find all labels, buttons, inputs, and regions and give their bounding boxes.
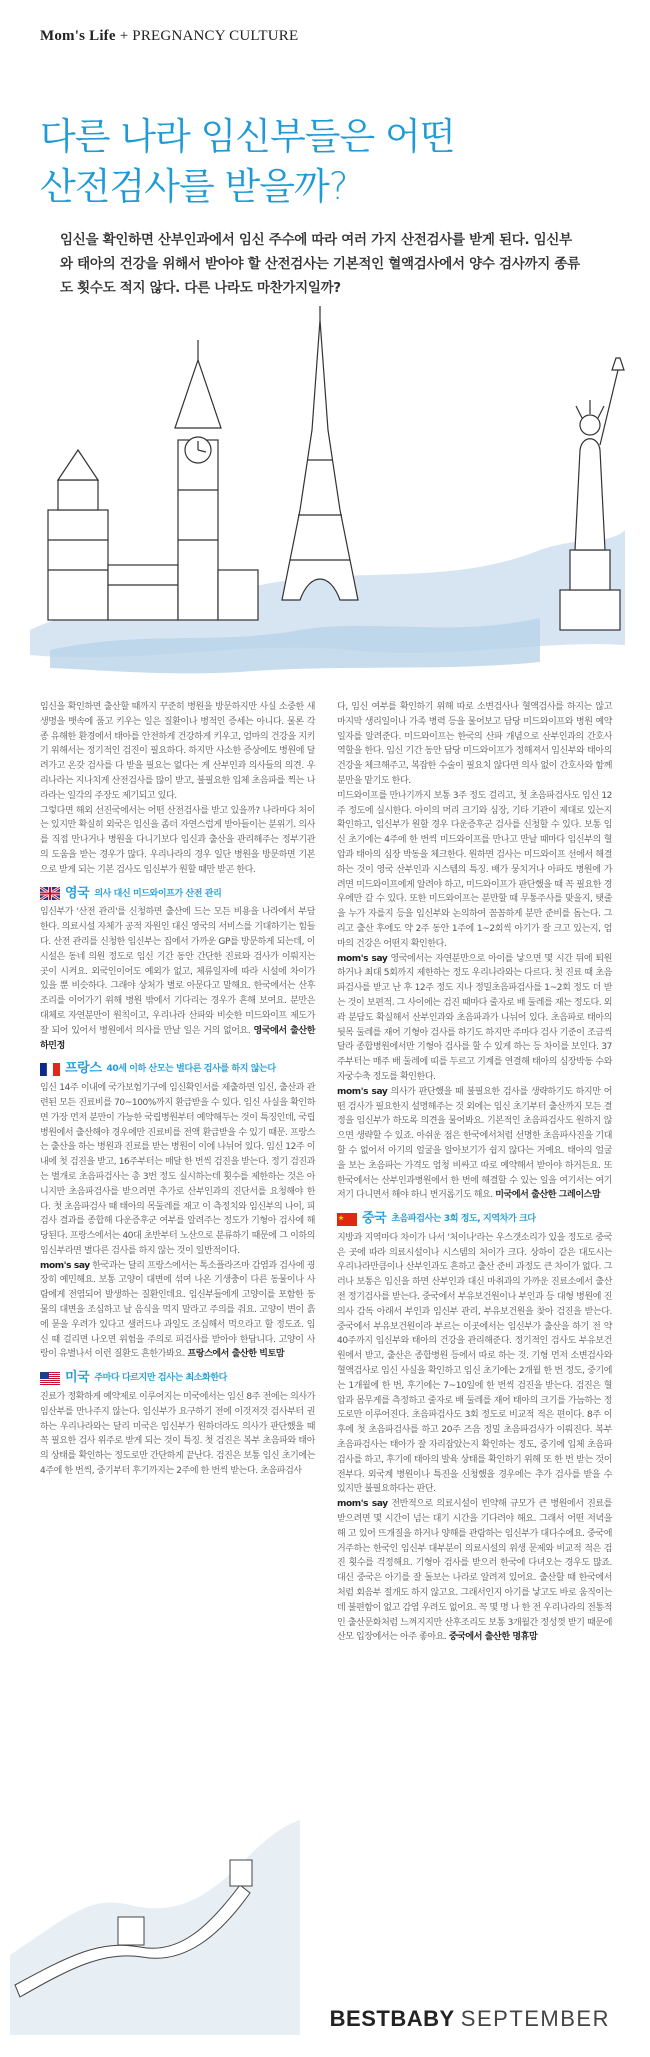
section-name: + PREGNANCY CULTURE — [119, 28, 299, 44]
footer — [330, 2006, 610, 2032]
usa-body: 진료가 정확하게 예약제로 이루어지는 미국에서는 임신 8주 전에는 의사가 임산부를 만나주지 않는다. 임신부가 요구하기 전에 이것저것 검사부터 권하는 우리나라와는 달리 미국은 임신부가 원하더라도 의사가 판단했을 때 꼭 필요한 검사 위주로 받게 되는 것이 특징. 첫 검진은 복부 초음파와 태아의 상태를 확인하는 정도로만 간단하게 끝난다. 검진은 보통 임신 초기에는 4주에 한 번씩, 중기부터 후기까지는 2주에 한 번씩 받는다. 초음파검사 — [40, 1392, 315, 1477]
magazine-header — [40, 28, 298, 45]
usa-flag-icon — [40, 1372, 60, 1385]
uk-source: 영국에서 출산한 하민정 — [40, 1025, 315, 1051]
magazine-name: Mom's Life — [40, 28, 116, 44]
footer-month: SEPTEMBER — [460, 2006, 610, 2031]
france-flag-icon — [40, 1063, 60, 1076]
great-wall-illustration — [10, 1655, 300, 2035]
section-subtitle: 의사 대신 미드와이프가 산전 관리 — [94, 888, 222, 899]
title-line-2: 산전검사를 받을까? — [40, 165, 348, 208]
france-body: 임신 14주 이내에 국가보험기구에 임신확인서를 제출하면 임신, 출산과 관련된 모든 진료비를 70~100%까지 환급받을 수 있다. 임신 사실을 확인하면 가장 먼저 분만이 가능한 국립병원부터 예약해두는 것이 특징인데, 국립병원에서 출산해야 경우에만 진료비를 전액 환급받을 수 있기 때문. 프랑스는 출산을 하는 병원과 진료를 받는 병원이 이에 나뉘어 있다. 임신 12주 이내에 첫 검진을 받고, 16주부터는 매달 한 번씩 검진을 받는다. 정기 검진과는 별개로 초음파검사는 총 3번 정도 실시하는데 횟수를 제한하는 것은 아니지만 초음파검사를 받으려면 추가로 산부인과의 진단서를 요청해야 한다. 첫 초음파검사 때 태아의 목둘레를 재고 이 측정치와 임신부의 나이, 피검사 결과를 종합해 다운증후군 여부를 알려주는 정도가 기형아 검사에 해당된다. 프랑스에서는 40대 초반부터 노산으로 분류하기 때문에 그 이하의 임신부라면 별다른 검사를 하지 않는 것이 일반적이다. — [40, 1083, 315, 1256]
section-subtitle: 초음파검사는 3회 정도, 지역차가 크다 — [391, 1214, 536, 1225]
intro-paragraph-1: 임신을 확인하면 출산할 때까지 꾸준히 병원을 방문하지만 사실 소중한 새 생명을 뱃속에 품고 키우는 일은 질환이나 병적인 증세는 아니다. 물론 각종 유해한 환경에서 태아를 안전하게 건강하게 키우고, 엄마의 건강을 지키기 위해서는 정기적인 검진이 필요하다. 하지만 사소한 증상에도 병원에 달려가고 온갖 검사를 다 받을 필요는 없다는 게 산부인과 의사들의 의견. 우리나라는 지나치게 산전검사를 많이 받고, 불필요한 입체 초음파를 찍는 나라라는 일각의 주장도 제기되고 있다. — [40, 702, 315, 801]
usa-moms-say — [337, 1085, 612, 1203]
china-body: 지방과 지역마다 차이가 나서 '처이나'라는 우스갯소리가 있을 정도로 중국은 곳에 따라 의료시설이나 시스템의 처이가 크다. 상하이 같은 대도시는 우리나라만큼이나 산부인과도 흔하고 출산 준비 과정도 큰 차이가 없다. 그러나 보통은 임신을 하면 산부인과 대신 마취과의 가까운 진료소에서 출산 전 정기검사를 받는다. 중국에서 부유보건원이나 부인과 등 대형 병원에 진 의사 감독 아래서 부인과 임신부 관리, 부유보건원을 찾아 검진을 받는다. 중국에서 부유보건원이라 부르는 이곳에서는 임신부가 출산을 하기 전 약 40주까지 임신부와 태아의 건강을 관리해준다. 정기적인 검사도 부유보건원에서 받고, 출산은 종합병원 등에서 따로 하는 것. 기형 먼저 소변검사와 혈액검사로 임신 사실을 확인하고 임신 초기에는 2개월 한 번 정도, 중기에는 1개월에 한 번, 후기에는 7~10일에 한 번씩 검진을 받는다. 검진은 혈압과 몸무게를 측정하고 줄자로 배 둘레를 재어 태아의 크기를 가늠하는 정도로만 이루어진다. 초음파검사도 3회 정도로 비교적 적은 편이다. 8주 이후에 첫 초음파검사를 하고 20주 즈음 정밀 초음파검사가 이뤄진다. 복부 초음파검사는 태아가 잘 자리잡았는지 확인하는 정도, 중기에 입체 초음파검사를 하고, 후기에 태아의 발육 상태를 확인하기 위해 또 한 번 받는 것이 전부다. 외국계 병원이나 특진을 신청했을 경우에는 추가 검사를 받을 수 있지만 불필요하다는 판단. — [337, 1232, 612, 1495]
section-heading-china — [337, 1212, 612, 1227]
section-subtitle: 주마다 다르지만 검사는 최소화한다 — [94, 1373, 227, 1384]
section-subtitle: 40세 이하 산모는 별다른 검사를 하지 않는다 — [106, 1064, 276, 1075]
uk-continued-1: 다, 임신 여부를 확인하기 위해 따로 소변검사나 혈액검사를 하지는 않고 마지막 생리일이나 가족 병력 등을 물어보고 담당 미드와이프와 병원 예약 일자를 알려준다. 미드와이프는 한국의 산파 개념으로 산부인과의 간호사 역할을 한다. 임신 기간 동안 담당 미드와이프가 정해져서 임신부와 태아의 건강을 체크해주고, 복잡한 수술이 필요치 않다면 의사 없이 간호사와 함께 분만을 맡기도 한다. — [337, 702, 612, 786]
france-says-text: 한국과는 달리 프랑스에서는 톡소플라즈마 감염과 검사에 굉장히 예민해요. 보통 고양이 대변에 섞여 나온 기생충이 다른 동물이나 사람에게 전염되어 발생하는 질환인데요. 임신부들에게 고양이를 포함한 동물의 대변을 조심하고 날 음식을 먹지 말라고 주의를 줘요. 고양이 변이 흙에 묻을 우려가 있다고 샐러드나 과일도 조심해서 먹으라고 할 정도죠. 임신 때 걸리면 나오면 위험을 주의로 피검사를 받아야 한답니다. 고양이 사랑이 유별나서 이런 질환도 흔한가봐요. — [40, 1260, 315, 1360]
intro-paragraph-2: 그렇다면 해외 선진국에서는 어떤 산전검사를 받고 있을까? 나라마다 처이는 있지만 확실히 외국은 임신을 좀더 자연스럽게 받아들이는 분위기. 의사를 직접 만나거나 병원을 다니기보다 임신과 출산을 관리해주는 정부기관의 도움을 받는 경우가 많다. 우리나라의 경우 일단 병원을 방문하면 기본으로 받게 되는 기본 검사도 임신부가 원할 때만 받곤 한다. — [40, 805, 315, 875]
uk-body — [40, 905, 315, 1053]
usa-says-text: 의사가 판단했을 때 불필요한 검사를 생략하기도 하지만 어떤 검사가 필요한지 설명해주는 것 외에는 임신 초기부터 출산까지 모든 결정을 임신부가 하도록 의견을 물어봐요. 기본적인 초음파검사도 원하지 않으면 생략할 수 있죠. 아쉬운 점은 한국에서처럼 선명한 초음파사진을 기대할 수 없어서 아기의 얼굴을 알아보기가 쉽지 않다는 거예요. 태아의 얼굴을 보는 초음파는 가격도 엄청 비싸고 따로 예약해서 받아야 하거든요. 또 한국에서는 산부인과병원에서 한 번에 해결할 수 있는 일을 여기서는 여기저기 다니면서 해야 하니 번거롭기도 해요. — [337, 1086, 612, 1201]
china-says-text: 전반적으로 의료시설이 빈약해 규모가 큰 병원에서 진료를 받으려면 몇 시간이 넘는 대기 시간을 기다려야 해요. 그래서 어떤 저녁을 해 고 있어 뜨개질을 하거나 양해를 관람하는 임신부가 대다수에요. 중국에 거주하는 한국인 임신부 대부분이 의료시설의 위생 문제와 비교적 적은 검진 횟수를 걱정해요. 기형아 검사를 받으러 한국에 다녀오는 경우도 많죠. 대신 중국은 아기를 잘 돌보는 나라로 알려져 있어요. 출산할 때 한국에서처럼 회음부 절개도 하지 않고요. 그래서인지 아기를 낳고도 바로 움직이는 데 불편함이 없고 감염 우려도 없어요. 꼭 몇 명 나 한 전 우리나라의 전통적인 출산문화처럼 느껴지지만 산후조리도 보통 3개월간 정성껏 받기 때문에 산모 입장에서는 아주 좋아요. — [337, 1499, 613, 1643]
section-heading-france — [40, 1062, 315, 1077]
china-flag-icon — [337, 1213, 357, 1226]
country-name: 프랑스 — [65, 1061, 102, 1077]
country-name: 미국 — [65, 1370, 90, 1386]
uk-moms-say — [337, 952, 612, 1085]
moms-say-label: mom's say — [40, 1260, 90, 1271]
country-name: 영국 — [65, 885, 90, 901]
uk-continued-2: 미드와이프를 만나기까지 보통 3주 정도 걸리고, 첫 초음파검사도 임신 12주 정도에 실시한다. 아이의 머리 크기와 심장, 기타 기관이 제대로 있는지 확인하고, 임신부가 원할 경우 다운증후군 검사를 신청할 수 있다. 보통 임신 초기에는 4주에 한 번씩 미드와이프를 만나고 만날 때마다 임신부의 혈압과 태아의 심장 박동을 체크한다. 원하면 검사는 미드와이프 선에서 해결하는 것이 영국 산부인과 시스템의 특징. 배가 뭉치거나 아파도 병원에 가려면 미드와이프에게 알려야 하고, 미드와이프가 판단했을 때 꼭 필요한 경우에만 갈 수 있다. 또한 미드와이프는 분만할 때 무통주사를 맞을지, 탯줄을 누가 자를지 등을 임신부와 논의하여 꼼꼼하게 분만 준비를 돕는다. 그리고 출산 후에도 약 2주 동안 1주에 1~2회씩 아기가 잘 크고 있는지, 엄마의 건강은 어떤지 확인한다. — [337, 790, 612, 949]
left-column — [40, 700, 315, 1479]
usa-source: 미국에서 출산한 그레이스맘 — [495, 1190, 601, 1201]
right-column — [337, 700, 612, 1645]
page-title — [40, 112, 600, 212]
uk-body-text: 임신부가 '산전 관리'를 신청하면 출산에 드는 모든 비용을 나라에서 부담한다. 의료시설 자체가 공적 자원인 대신 영국의 서비스를 기대하기는 힘들다. 산전 관리를 신청한 임신부는 집에서 가까운 GP를 방문하게 되는데, 이 시설은 동네 의원 정도로 임신 기간 동안 간단한 진료와 검사가 이뤄지는 곳이 시켜요. 외국인이어도 예외가 없고, 체류일자에 따라 시설에 차이가 있을 뿐 비슷하다. 그래야 상처가 별로 아문다고 말해요. 한국에서는 산후조리를 이어가기 위해 병원 밖에서 기다리는 경우가 흔해 보여요. 분만은 대체로 자연분만이 원칙이고, 우리나라 산파와 비슷한 미드와이프 제도가 잘 되어 있어서 병원에서 의사를 만날 일은 거의 없어요. — [40, 907, 315, 1036]
moms-say-label: mom's say — [337, 1086, 388, 1097]
uk-flag-icon — [40, 887, 60, 900]
france-source: 프랑스에서 출산한 빅토맘 — [187, 1349, 285, 1360]
france-moms-say — [40, 1259, 315, 1363]
landmarks-illustration — [20, 300, 630, 690]
lead-paragraph: 임신을 확인하면 산부인과에서 임신 주수에 따라 여러 가지 산전검사를 받게 된다. 임신부와 태아의 건강을 위해서 받아야 할 산전검사는 기본적인 혈액검사에서 양수 검사까지 종류도 횟수도 적지 않다. 다른 나라도 마찬가지일까? — [60, 232, 580, 296]
title-line-1: 다른 나라 임신부들은 어떤 — [40, 115, 455, 158]
moms-say-label: mom's say — [337, 1499, 388, 1510]
footer-brand: BESTBABY — [329, 2006, 455, 2031]
section-heading-uk — [40, 887, 315, 902]
section-heading-usa — [40, 1371, 315, 1386]
moms-say-label: mom's say — [337, 953, 388, 964]
china-moms-say — [337, 1497, 612, 1645]
uk-says-text: 영국에서는 자연분만으로 아이를 낳으면 몇 시간 뒤에 퇴원 하거나 최대 5회까지 제한하는 정도 우리나라와는 다르다. 첫 진료 때 초음파검사를 받고 난 후 12주 정도 지나 정밀초음파검사를 1~2회 정도 더 받는 것이 보편적. 그 사이에는 검진 때마다 줄자로 배 둘레를 재는 정도다. 외곽 분담도 확실해서 산부인과와 초음파과가 나뉘어 있다. 초음파로 태아의 뒷목 둘레를 재어 기형아 검사를 하기도 하지만 주마다 검사 기준이 조금씩 달라 종합병원에서만 기형아 검사를 할 수 있게 하는 등 차이를 보인다. 37주부터는 매주 배 둘레에 띠를 두르고 기계를 연결해 태아의 심장박동 수와 자궁수축 정도를 확인한다. — [337, 953, 612, 1082]
country-name: 중국 — [362, 1211, 387, 1227]
china-source: 중국에서 출산한 명휴맘 — [448, 1632, 538, 1643]
